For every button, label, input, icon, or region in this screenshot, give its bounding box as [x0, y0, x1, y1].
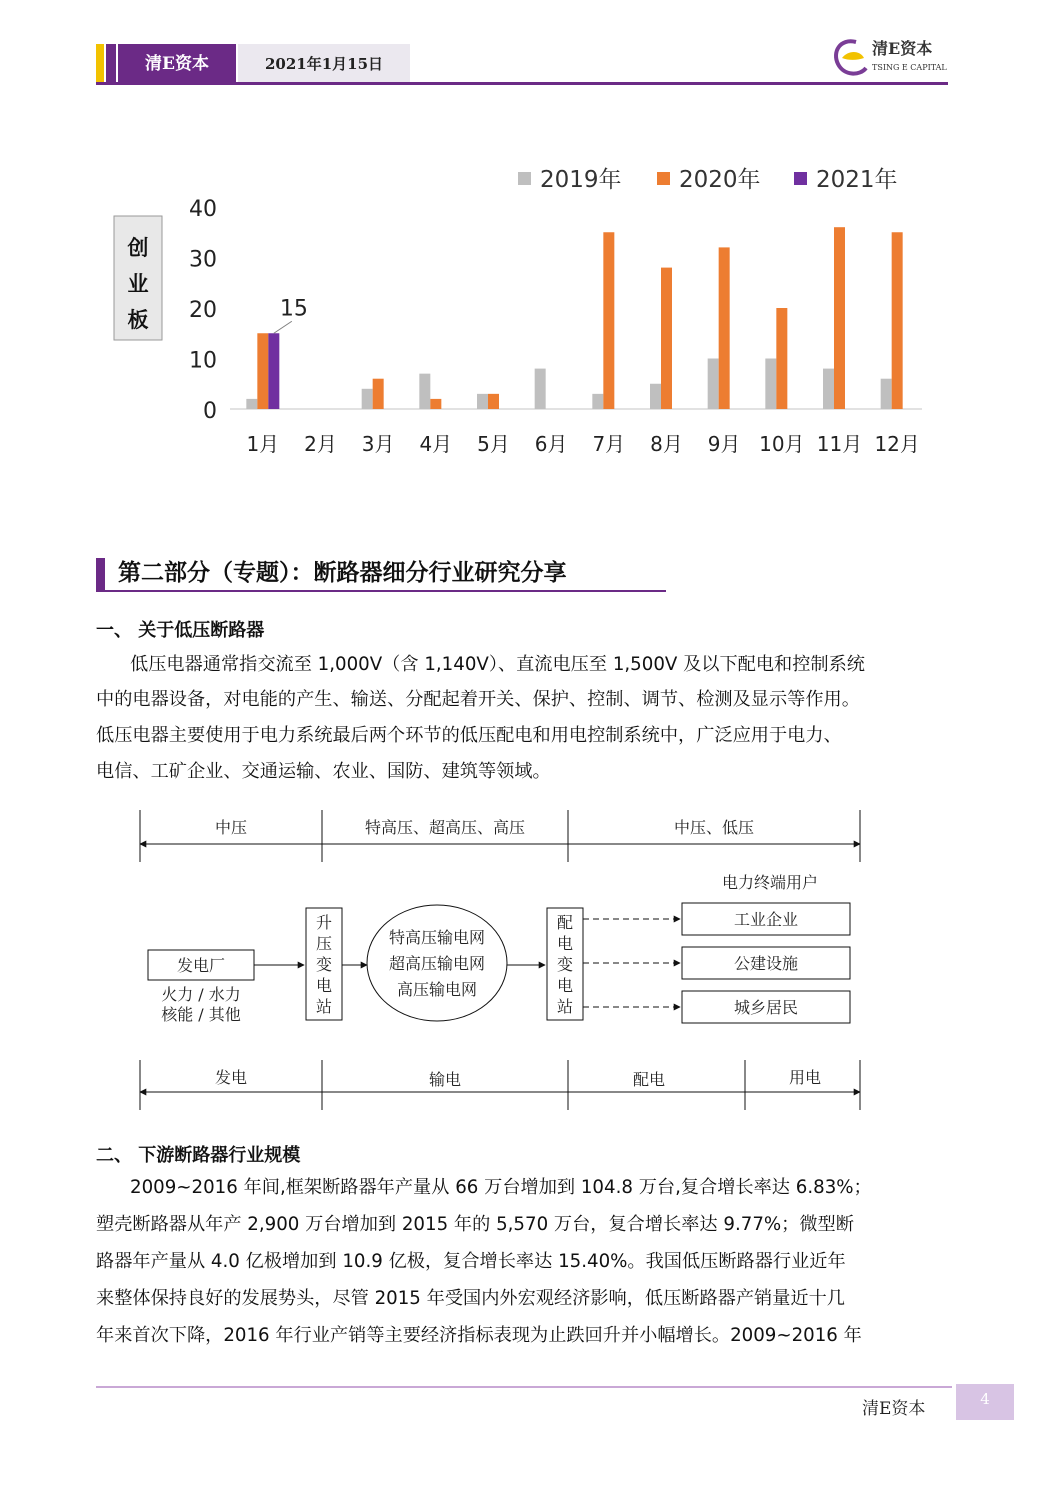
s1-line-4: 电信、工矿企业、交通运输、农业、国防、建筑等领域。 [96, 761, 551, 782]
power-chain-diagram [130, 810, 870, 1115]
grid-1: 特高压输电网 [388, 928, 486, 947]
top-seg-3: 中压、低压 [673, 818, 755, 837]
y-axis [189, 197, 217, 424]
x-tick-label: 12月 [874, 432, 920, 456]
x-tick-label: 7月 [592, 432, 626, 456]
legend-label: 2020年 [679, 167, 761, 193]
user-3: 城乡居民 [733, 998, 799, 1017]
station-char: 站 [315, 997, 333, 1016]
bottom-seg-3: 配电 [632, 1070, 666, 1089]
station-char: 变 [556, 955, 574, 974]
header-accent-purple [106, 44, 116, 84]
bar [419, 374, 430, 409]
page-number: 4 [956, 1384, 1014, 1420]
x-tick-label: 9月 [707, 432, 741, 456]
plant-box: 发电厂 [176, 956, 226, 975]
logo-subtext: TSING E CAPITAL [872, 63, 947, 72]
y-tick-label: 30 [189, 247, 217, 273]
legend-swatch [657, 172, 670, 185]
bar [823, 369, 834, 409]
header-rule [96, 82, 948, 85]
section-rule [96, 590, 666, 592]
legend-label: 2021年 [816, 167, 898, 193]
user-1: 工业企业 [733, 910, 799, 929]
chart-legend [518, 167, 898, 193]
bar [776, 308, 787, 409]
footer-rule [96, 1386, 952, 1388]
section-title: 第二部分（专题）：断路器细分行业研究分享 [118, 560, 567, 586]
x-tick-label: 8月 [650, 432, 683, 456]
y-tick-label: 20 [189, 298, 217, 323]
bottom-seg-1: 发电 [214, 1068, 248, 1087]
station-char: 电 [556, 934, 574, 953]
grid-3: 高压输电网 [396, 980, 478, 999]
bar [592, 394, 603, 409]
station-char: 配 [556, 913, 574, 932]
bottom-seg-2: 输电 [428, 1070, 462, 1089]
plant-types-2: 核能 / 其他 [161, 1005, 241, 1024]
station-char: 站 [556, 997, 574, 1016]
station-char: 电 [315, 976, 333, 995]
s2-line-1: 2009~2016 年间,框架断路器年产量从 66 万台增加到 104.8 万台,复合增长率达 6.83%； [130, 1177, 872, 1198]
bar [430, 399, 441, 409]
header-accent-yellow [96, 44, 104, 84]
legend-swatch [794, 172, 807, 185]
bars [246, 227, 902, 409]
user-2: 公建设施 [733, 954, 799, 973]
bar [892, 232, 903, 409]
side-label-char: 业 [127, 272, 149, 296]
bar [881, 379, 892, 409]
annotation-leader [274, 321, 292, 333]
company-logo [826, 30, 956, 80]
x-tick-label: 6月 [534, 432, 568, 456]
grid-2: 超高压输电网 [388, 954, 486, 973]
top-seg-2: 特高压、超高压、高压 [364, 818, 526, 837]
s1-line-3: 低压电器主要使用于电力系统最后两个环节的低压配电和用电控制系统中，广泛应用于电力、 [96, 725, 842, 746]
annotation [274, 296, 308, 333]
bar [373, 379, 384, 409]
s1-line-2: 中的电器设备，对电能的产生、输送、分配起着开关、保护、控制、调节、检测及显示等作用。 [96, 689, 860, 710]
side-label-char: 板 [127, 308, 149, 332]
x-tick-label: 5月 [477, 432, 510, 456]
bar [246, 399, 257, 409]
x-tick-label: 2月 [304, 432, 337, 456]
bar [650, 384, 661, 409]
s2-line-3: 路器年产量从 4.0 亿极增加到 10.9 亿极，复合增长率达 15.40%。我国低压断路器行业近年 [96, 1251, 846, 1272]
bar [603, 232, 614, 409]
chart [100, 155, 940, 475]
x-tick-label: 10月 [759, 432, 805, 456]
x-tick-label: 1月 [246, 432, 280, 456]
x-tick-label: 3月 [361, 432, 395, 456]
bar [535, 369, 546, 409]
legend-label: 2019年 [540, 167, 622, 193]
station-char: 电 [556, 976, 574, 995]
station-char: 压 [315, 934, 333, 953]
side-label [127, 236, 149, 332]
bar [708, 359, 719, 410]
header-brand: 清E资本 [118, 44, 236, 84]
bar [834, 227, 845, 409]
bar [765, 359, 776, 410]
bar [257, 333, 268, 409]
top-seg-1: 中压 [214, 818, 248, 837]
legend-swatch [518, 172, 531, 185]
users-title: 电力终端用户 [721, 873, 819, 892]
station-char: 升 [315, 913, 333, 932]
bar [477, 394, 488, 409]
s2-line-2: 塑壳断路器从年产 2,900 万台增加到 2015 年的 5,570 万台，复合增长率达 9.77%；微型断 [96, 1214, 854, 1235]
s2-line-4: 来整体保持良好的发展势头，尽管 2015 年受国内外宏观经济影响，低压断路器产销量近十几 [96, 1288, 845, 1309]
s2-heading: 二、 下游断路器行业规模 [96, 1145, 301, 1166]
s1-line-1: 低压电器通常指交流至 1,000V（含 1,140V）、直流电压至 1,500V 及以下配电和控制系统 [130, 654, 865, 675]
side-label-char: 创 [127, 236, 149, 260]
distribution-station [557, 913, 573, 1016]
logo-text: 清E资本 [872, 39, 933, 58]
footer-brand: 清E资本 [862, 1399, 926, 1419]
y-tick-label: 0 [203, 399, 217, 424]
x-tick-label: 4月 [419, 432, 453, 456]
annotation-label: 15 [279, 296, 308, 322]
step-up-station [316, 913, 332, 1016]
x-tick-label: 11月 [816, 432, 863, 456]
bar [488, 394, 499, 409]
y-tick-label: 10 [189, 348, 217, 374]
header-date: 2021年1月15日 [238, 44, 410, 84]
y-tick-label: 40 [189, 197, 217, 222]
s2-line-5: 年来首次下降，2016 年行业产销等主要经济指标表现为止跌回升并小幅增长。2009~2016 年 [96, 1325, 862, 1346]
bar [362, 389, 373, 409]
s1-heading: 一、 关于低压断路器 [96, 620, 265, 641]
bar [719, 247, 730, 409]
bar [268, 333, 279, 409]
x-axis [246, 432, 919, 456]
section-accent [96, 558, 105, 590]
plant-types-1: 火力 / 水力 [161, 985, 241, 1004]
bar [661, 268, 672, 409]
bottom-seg-4: 用电 [788, 1068, 822, 1087]
station-char: 变 [315, 955, 333, 974]
